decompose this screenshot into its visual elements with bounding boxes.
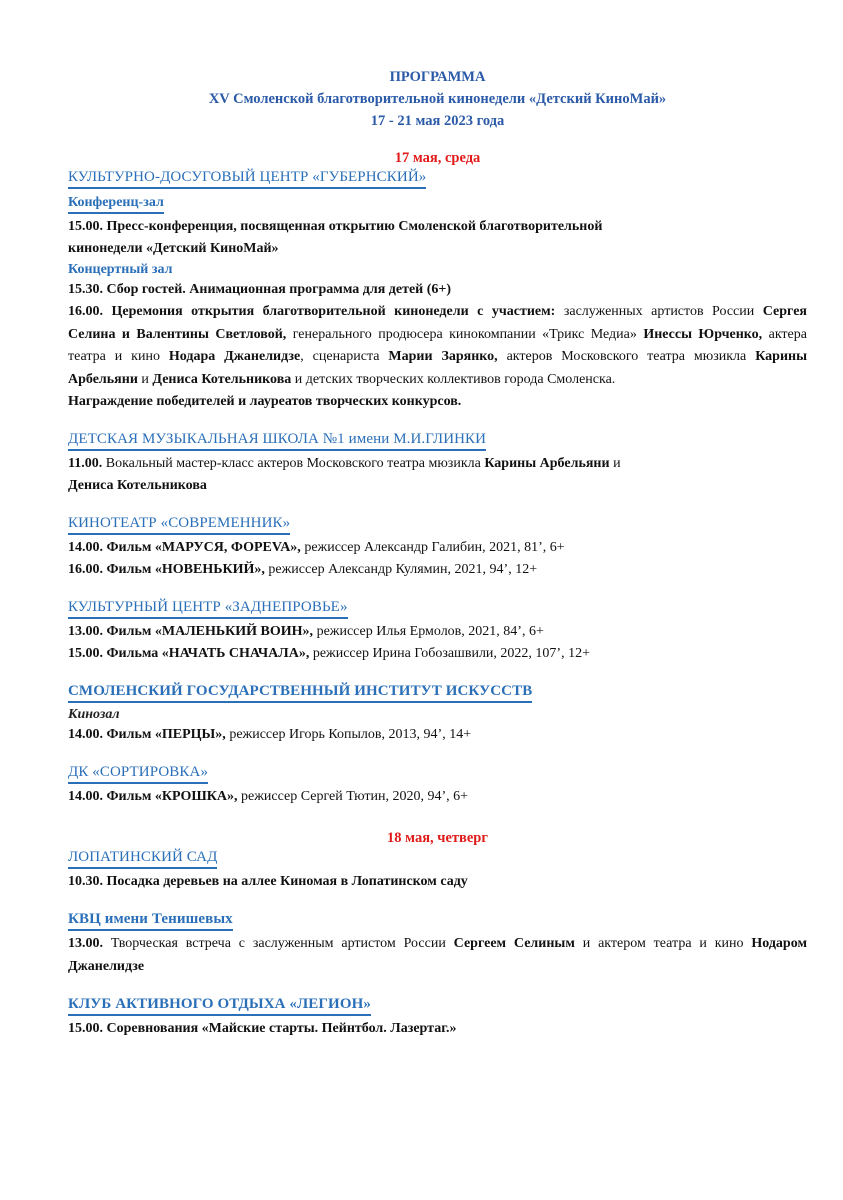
document-subtitle: XV Смоленской благотворительной кинонедели «Детский КиноМай»	[208, 91, 667, 107]
venue-gubernsky[interactable]: КУЛЬТУРНО-ДОСУГОВЫЙ ЦЕНТР «ГУБЕРНСКИЙ»	[68, 168, 426, 189]
hall-concert: Концертный зал	[68, 262, 173, 277]
guests-gathering: 15.30. Сбор гостей. Анимационная программа для детей (6+)	[68, 282, 452, 297]
creative-meeting: 13.00. Творческая встреча с заслуженным артистом России Сергеем Селиным и актером театра и кино Нодаром Джанелидзе	[68, 936, 807, 974]
press-conference-line1: 15.00. Пресс-конференция, посвященная открытию Смоленской благотворительной	[68, 219, 603, 234]
venue-zadneprovie[interactable]: КУЛЬТУРНЫЙ ЦЕНТР «ЗАДНЕПРОВЬЕ»	[68, 598, 348, 619]
hall-cinema: Кинозал	[68, 707, 120, 722]
venue-music-school[interactable]: ДЕТСКАЯ МУЗЫКАЛЬНАЯ ШКОЛА №1 имени М.И.ГЛИНКИ	[68, 430, 486, 451]
venue-kvc[interactable]: КВЦ имени Тенишевых	[68, 910, 233, 931]
film-kroshka: 14.00. Фильм «КРОШКА», режиссер Сергей Тютин, 2020, 94’, 6+	[68, 789, 468, 804]
film-pertsy: 14.00. Фильм «ПЕРЦЫ», режиссер Игорь Копылов, 2013, 94’, 14+	[68, 727, 472, 742]
competitions: 15.00. Соревнования «Майские старты. Пейнтбол. Лазертаг.»	[68, 1021, 457, 1036]
venue-sortirovka[interactable]: ДК «СОРТИРОВКА»	[68, 763, 208, 784]
awards-line: Награждение победителей и лауреатов творческих конкурсов.	[68, 394, 462, 409]
day-heading-18: 18 мая, четверг	[387, 830, 488, 846]
vocal-masterclass-line1: 11.00. Вокальный мастер-класс актеров Московского театра мюзикла Карины Арбельяни и	[68, 456, 621, 471]
film-malenkiy-voin: 13.00. Фильм «МАЛЕНЬКИЙ ВОИН», режиссер Илья Ермолов, 2021, 84’, 6+	[68, 624, 544, 639]
tree-planting: 10.30. Посадка деревьев на аллее Киномая в Лопатинском саду	[68, 874, 468, 889]
venue-sovremennik[interactable]: КИНОТЕАТР «СОВРЕМЕННИК»	[68, 514, 290, 535]
film-novenkiy: 16.00. Фильм «НОВЕНЬКИЙ», режиссер Александр Кулямин, 2021, 94’, 12+	[68, 562, 538, 577]
opening-ceremony: 16.00. Церемония открытия благотворительной кинонедели с участием: заслуженных артистов России Сергея Селина и Валентины Светловой, генерального продюсера кинокомпании «Трикс Медиа» Инессы Юрченко, актера театра и кино Нодара Джанелидзе, сценариста Марии Зарянко, актеров Московского театра мюзикла Карины Арбельяни и Дениса Котельникова и детских творческих коллективов города Смоленска.	[68, 304, 808, 387]
venue-institute[interactable]: СМОЛЕНСКИЙ ГОСУДАРСТВЕННЫЙ ИНСТИТУТ ИСКУССТВ	[68, 682, 532, 703]
document-header	[68, 66, 807, 132]
document-dates: 17 - 21 мая 2023 года	[370, 113, 505, 129]
film-marusya: 14.00. Фильм «МАРУСЯ, ФОРЕVA», режиссер Александр Галибин, 2021, 81’, 6+	[68, 540, 565, 555]
venue-legion[interactable]: КЛУБ АКТИВНОГО ОТДЫХА «ЛЕГИОН»	[68, 995, 371, 1016]
press-conference-line2: кинонедели «Детский КиноМай»	[68, 241, 279, 256]
venue-lopatinsky[interactable]: ЛОПАТИНСКИЙ САД	[68, 848, 217, 869]
film-nachat-snachala: 15.00. Фильма «НАЧАТЬ СНАЧАЛА», режиссер Ирина Гобозашвили, 2022, 107’, 12+	[68, 646, 590, 661]
day-heading-17: 17 мая, среда	[394, 150, 481, 166]
document-title: ПРОГРАММА	[389, 69, 486, 85]
hall-conference[interactable]: Конференц-зал	[68, 194, 164, 214]
vocal-masterclass-line2: Дениса Котельникова	[68, 478, 207, 493]
